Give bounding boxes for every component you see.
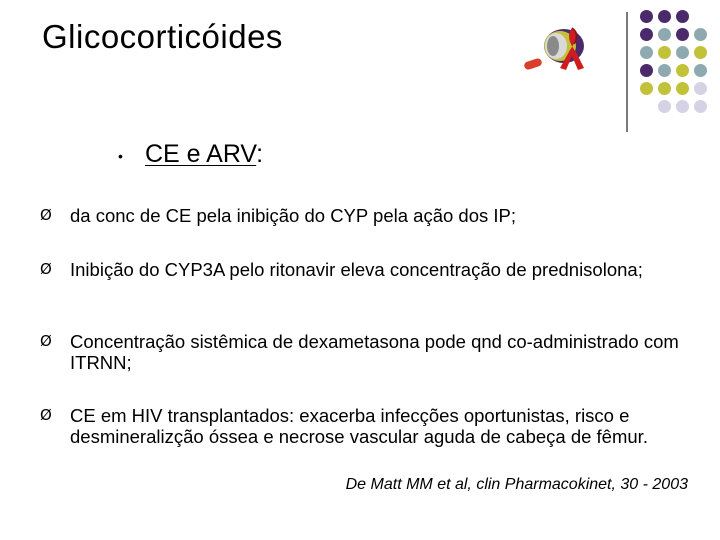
medication-ribbon-icon: [520, 18, 610, 80]
decor-dot: [658, 82, 671, 95]
section-heading-text: CE e ARV: [145, 140, 257, 168]
decor-dot: [694, 28, 707, 41]
decor-dot: [694, 100, 707, 113]
decor-dot: [658, 46, 671, 59]
decor-dot: [694, 64, 707, 77]
decor-dot: [676, 28, 689, 41]
decor-dot: [676, 64, 689, 77]
decor-dot: [658, 10, 671, 23]
citation-reference: De Matt MM et al, clin Pharmacokinet, 30 - 2003: [345, 476, 688, 493]
decor-dot: [640, 28, 653, 41]
decor-dot: [676, 100, 689, 113]
decorative-dot-grid: [640, 10, 720, 120]
arrow-bullet-icon: Ø: [40, 406, 52, 424]
decor-dot: [640, 46, 653, 59]
arrow-bullet-icon: Ø: [40, 332, 52, 350]
list-item-text: da conc de CE pela inibição do CYP pela ação dos IP;: [70, 205, 517, 226]
decor-dot: [676, 82, 689, 95]
arrow-bullet-icon: Ø: [40, 206, 52, 224]
decor-dot: [640, 10, 653, 23]
list-item-text: Concentração sistêmica de dexametasona pode qnd co-administrado com ITRNN;: [70, 331, 679, 373]
decor-dot: [640, 64, 653, 77]
decorative-divider-line: [626, 12, 628, 132]
decor-dot: [676, 46, 689, 59]
section-heading-colon: :: [256, 140, 264, 168]
arrow-bullet-icon: Ø: [40, 260, 52, 278]
list-item-text: CE em HIV transplantados: exacerba infecções oportunistas, risco e desmineralizção óssea e necrose vascular aguda de cabeça de fêmur.: [70, 405, 648, 447]
decor-dot: [640, 82, 653, 95]
decor-dot: [694, 82, 707, 95]
decor-dot: [694, 46, 707, 59]
decor-dot: [658, 28, 671, 41]
slide-title: Glicocorticóides: [42, 18, 283, 55]
section-heading: [145, 140, 263, 169]
decor-dot: [658, 64, 671, 77]
decor-dot: [658, 100, 671, 113]
decor-dot: [676, 10, 689, 23]
list-item-text: Inibição do CYP3A pelo ritonavir eleva concentração de prednisolona;: [70, 259, 643, 280]
sub-bullet: •: [118, 148, 123, 164]
